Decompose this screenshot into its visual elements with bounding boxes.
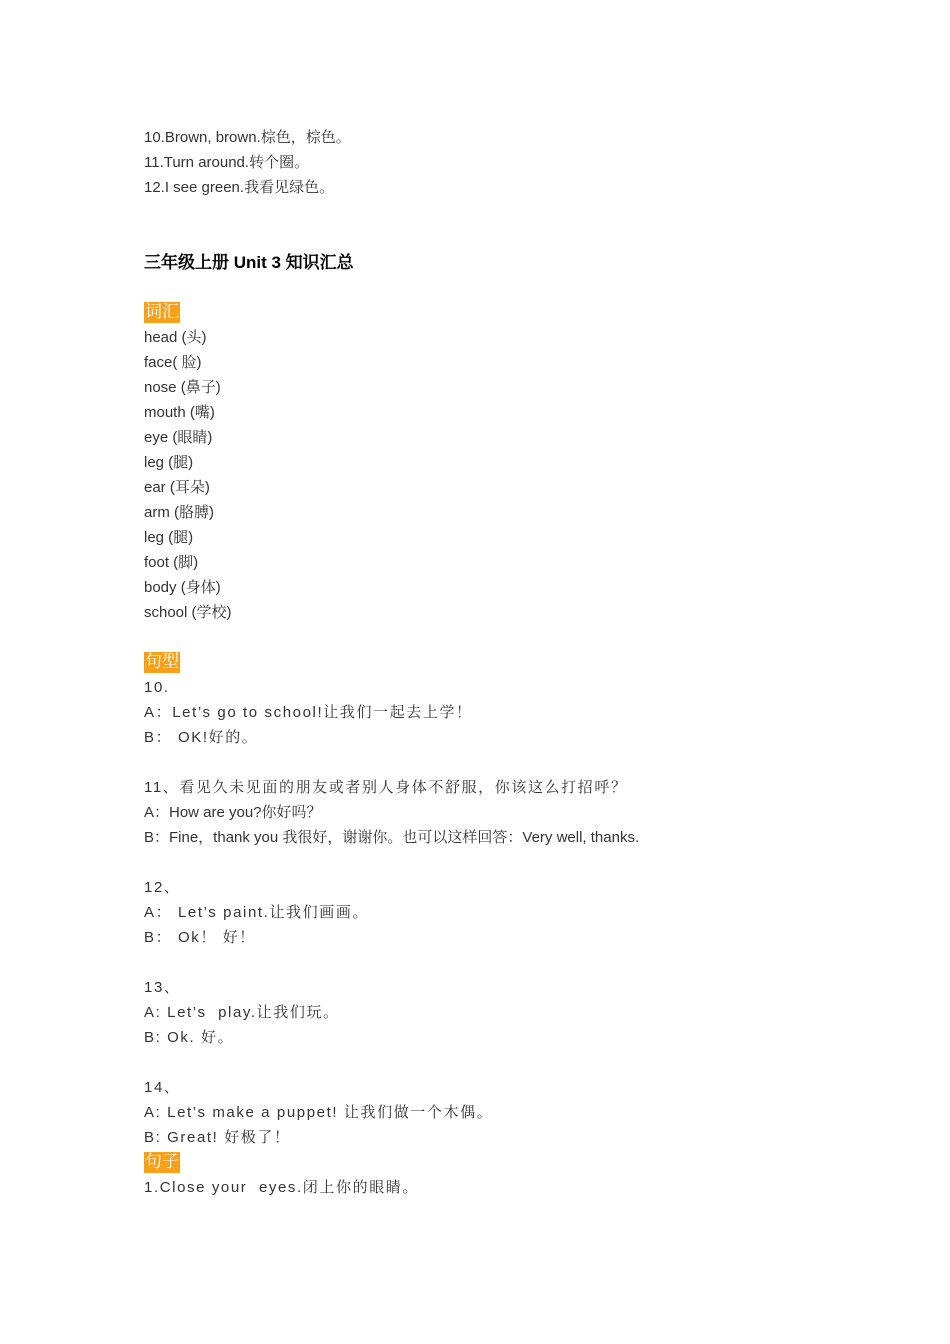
vocab-heading: 词汇	[145, 302, 179, 322]
pattern-line-a: A：How are you?你好吗？	[144, 804, 322, 821]
vocab-item: foot (脚)	[144, 554, 199, 571]
sentences-heading: 句子	[145, 1152, 179, 1172]
pattern-line-a: A： Let’s paint.让我们画画。	[144, 904, 370, 921]
pattern-line-b: B： Ok！ 好！	[144, 929, 256, 946]
vocab-item: mouth (嘴)	[144, 404, 215, 421]
vocab-item: leg (腿)	[144, 454, 194, 471]
pattern-number: 12、	[144, 879, 181, 896]
vocab-item: face( 脸)	[144, 354, 202, 371]
pattern-number: 10.	[144, 679, 170, 696]
list-item: 12.I see green.我看见绿色。	[144, 179, 335, 196]
pattern-line-b: B: Ok. 好。	[144, 1029, 235, 1046]
vocab-item: arm (胳膊)	[144, 504, 214, 521]
section-title: 三年级上册 Unit 3 知识汇总	[144, 253, 354, 272]
list-item: 11.Turn around.转个圈。	[144, 154, 310, 171]
vocab-item: nose (鼻子)	[144, 379, 221, 396]
pattern-number: 13、	[144, 979, 181, 996]
vocab-item: body (身体)	[144, 579, 221, 596]
vocab-item: eye (眼睛)	[144, 429, 213, 446]
pattern-line-a: A：Let’s go to school!让我们一起去上学！	[144, 704, 473, 721]
pattern-line-b: B: Great! 好极了！	[144, 1129, 291, 1146]
vocab-item: school (学校)	[144, 604, 232, 621]
vocab-item: leg (腿)	[144, 529, 194, 546]
pattern-line-a: A: Let’s play.让我们玩。	[144, 1004, 340, 1021]
pattern-line-b: B：Fine，thank you 我很好，谢谢你。也可以这样回答：Very well, thanks.	[144, 829, 640, 846]
pattern-number: 14、	[144, 1079, 181, 1096]
vocab-item: head (头)	[144, 329, 207, 346]
list-item: 10.Brown, brown.棕色，棕色。	[144, 129, 351, 146]
document-content	[144, 125, 844, 1200]
patterns-heading: 句型	[145, 652, 179, 672]
sentence-item: 1.Close your eyes.闭上你的眼睛。	[144, 1179, 419, 1196]
pattern-line-a: A: Let’s make a puppet! 让我们做一个木偶。	[144, 1104, 494, 1121]
vocab-item: ear (耳朵)	[144, 479, 210, 496]
pattern-line-b: B： OK!好的。	[144, 729, 259, 746]
pattern-number: 11、看见久未见面的朋友或者别人身体不舒服，你该这么打招呼？	[144, 779, 628, 796]
